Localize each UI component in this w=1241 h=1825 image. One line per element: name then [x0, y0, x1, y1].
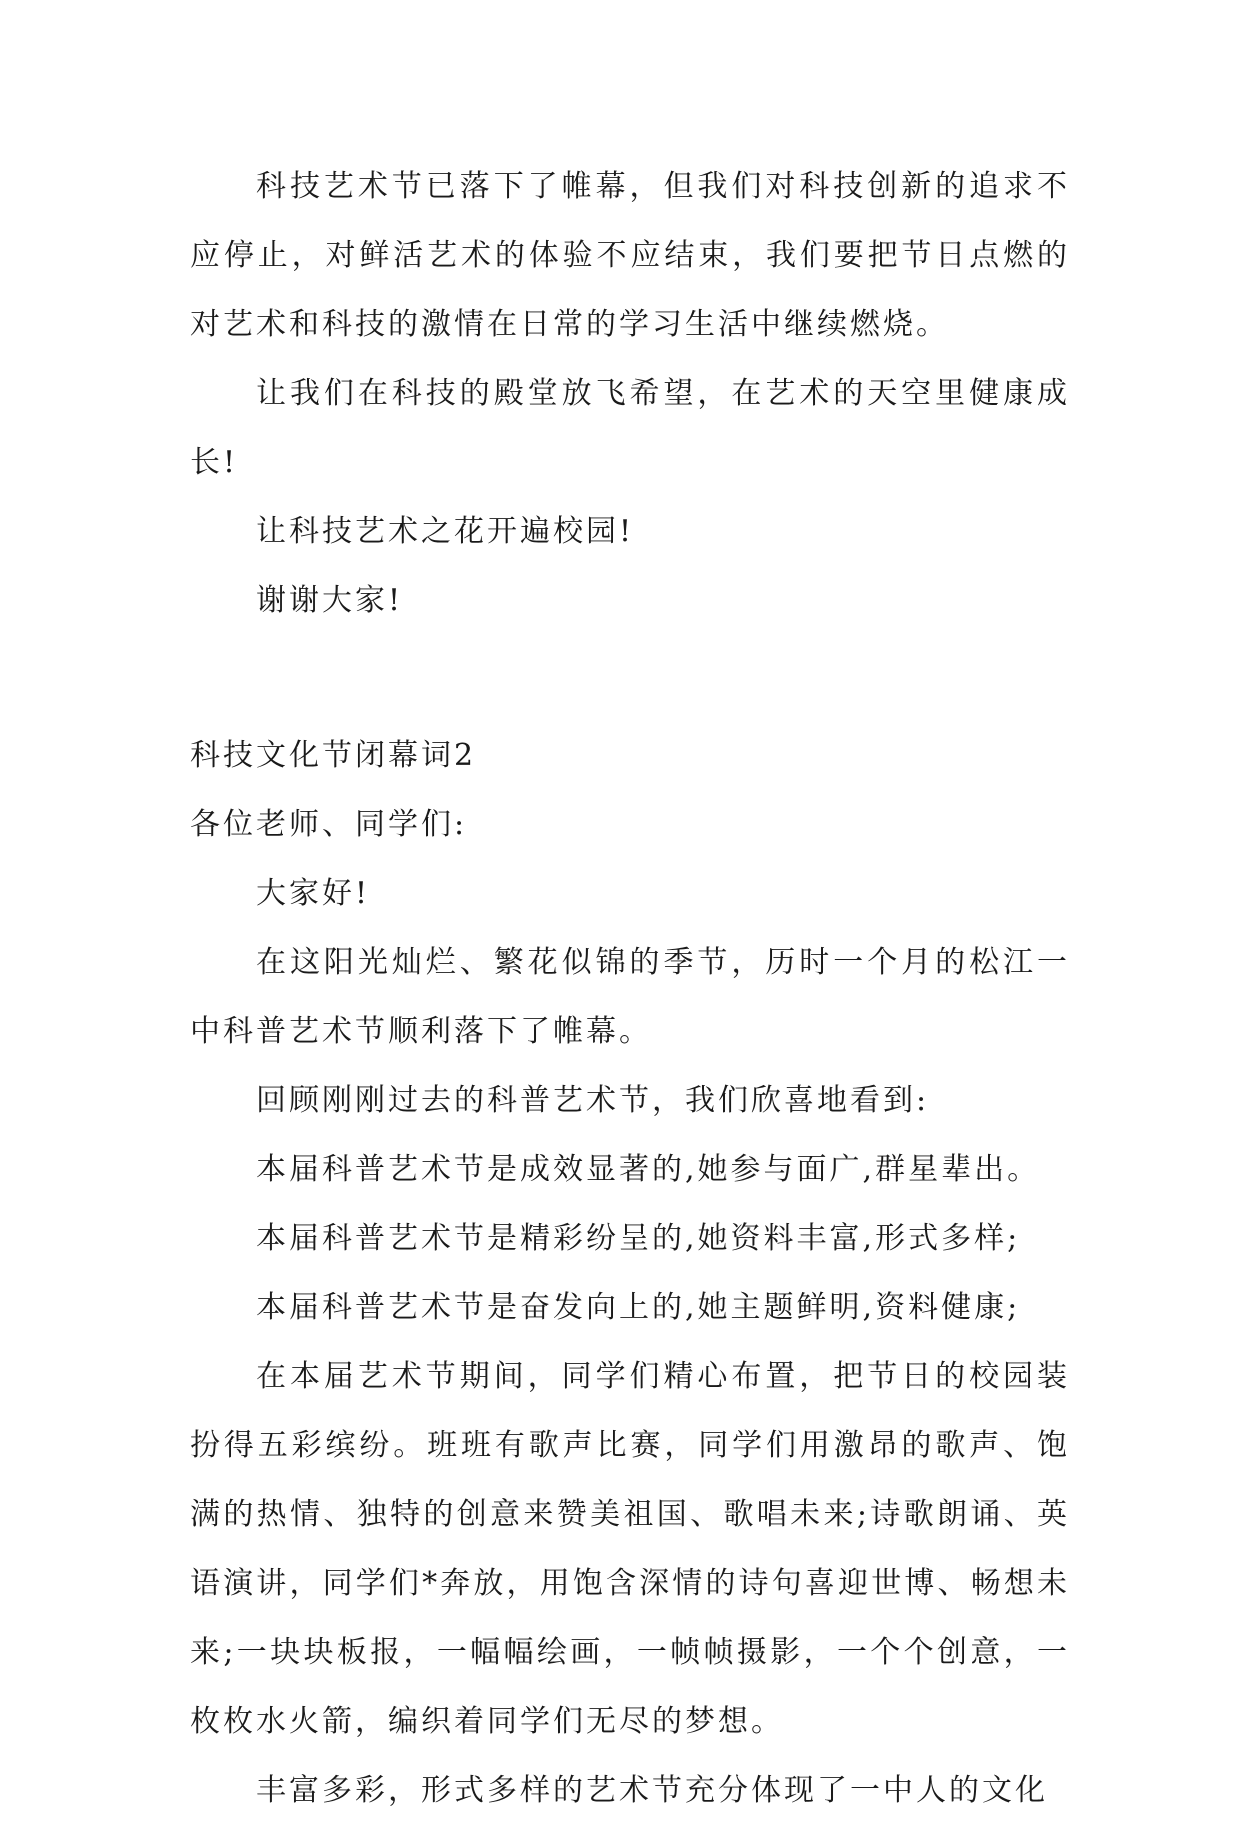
- paragraph: 谢谢大家!: [256, 583, 404, 618]
- section-gap: [190, 635, 1070, 721]
- paragraph: 本届科普艺术节是奋发向上的,她主题鲜明,资料健康;: [256, 1290, 1021, 1325]
- paragraph: 大家好!: [256, 876, 371, 911]
- document-body: [190, 152, 1070, 1825]
- paragraph: 本届科普艺术节是成效显著的,她参与面广,群星辈出。: [256, 1152, 1041, 1187]
- paragraph: 在这阳光灿烂、繁花似锦的季节，历时一个月的松江一中科普艺术节顺利落下了帷幕。: [190, 945, 1070, 1049]
- paragraph: 科技艺术节已落下了帷幕，但我们对科技创新的追求不应停止，对鲜活艺术的体验不应结束，我们要把节日点燃的对艺术和科技的激情在日常的学习生活中继续燃烧。: [190, 169, 1070, 342]
- paragraph: 让科技艺术之花开遍校园!: [256, 514, 635, 549]
- paragraph: 回顾刚刚过去的科普艺术节，我们欣喜地看到:: [256, 1083, 930, 1118]
- paragraph: 本届科普艺术节是精彩纷呈的,她资料丰富,形式多样;: [256, 1221, 1021, 1256]
- paragraph: 让我们在科技的殿堂放飞希望，在艺术的天空里健康成长!: [190, 376, 1070, 480]
- salutation: 各位老师、同学们:: [190, 807, 468, 842]
- section-title: 科技文化节闭幕词2: [190, 738, 477, 773]
- paragraph: 在本届艺术节期间，同学们精心布置，把节日的校园装扮得五彩缤纷。班班有歌声比赛，同学们用激昂的歌声、饱满的热情、独特的创意来赞美祖国、歌唱未来;诗歌朗诵、英语演讲，同学们*奔放，用饱含深情的诗句喜迎世博、畅想未来;一块块板报，一幅幅绘画，一帧帧摄影，一个个创意，一枚枚水火箭，编织着同学们无尽的梦想。: [190, 1359, 1070, 1739]
- paragraph: 丰富多彩，形式多样的艺术节充分体现了一中人的文化: [256, 1773, 1048, 1808]
